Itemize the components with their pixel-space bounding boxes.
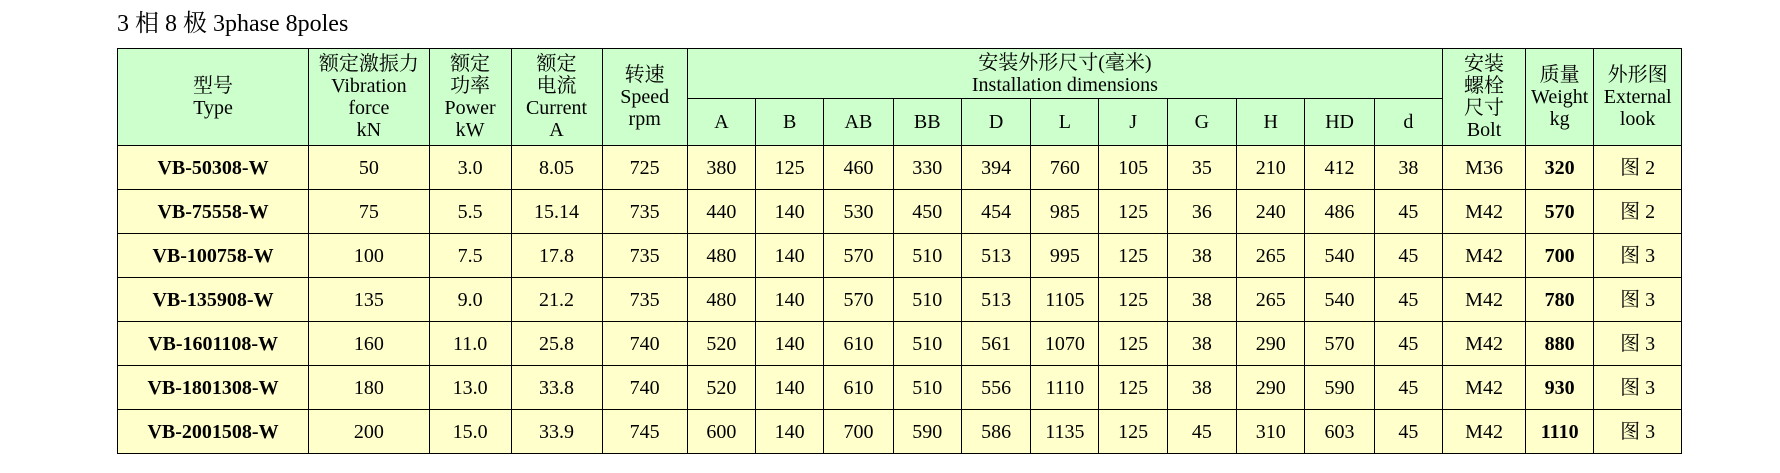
- cell-dim: 240: [1237, 190, 1305, 234]
- cell-model: VB-75558-W: [118, 190, 309, 234]
- cell-dim: 510: [893, 366, 961, 410]
- cell-dim: 140: [756, 366, 824, 410]
- cell-dim: 38: [1167, 278, 1236, 322]
- header-dim-h: H: [1237, 99, 1305, 146]
- cell-look: 图 2: [1594, 146, 1682, 190]
- cell-force: 75: [309, 190, 430, 234]
- cell-dim: 586: [961, 410, 1030, 454]
- cell-bolt: M42: [1443, 234, 1526, 278]
- cell-dim: 600: [687, 410, 755, 454]
- header-power: 额定 功率 Power kW: [429, 49, 511, 146]
- table-title: 3 相 8 极 3phase 8poles: [117, 11, 349, 37]
- cell-current: 8.05: [511, 146, 602, 190]
- cell-dim: 290: [1237, 322, 1305, 366]
- header-look: 外形图 External look: [1594, 49, 1682, 146]
- cell-dim: 394: [961, 146, 1030, 190]
- cell-dim: 45: [1374, 190, 1442, 234]
- cell-dim: 513: [961, 278, 1030, 322]
- cell-speed: 740: [602, 322, 687, 366]
- header-dim-b: B: [756, 99, 824, 146]
- cell-dim: 530: [824, 190, 893, 234]
- cell-dim: 540: [1305, 234, 1374, 278]
- cell-weight: 880: [1526, 322, 1594, 366]
- cell-dim: 125: [1099, 190, 1167, 234]
- table-row: [118, 366, 1682, 410]
- header-dim-bb: BB: [893, 99, 961, 146]
- cell-dim: 210: [1237, 146, 1305, 190]
- cell-dim: 590: [893, 410, 961, 454]
- cell-current: 21.2: [511, 278, 602, 322]
- cell-dim: 140: [756, 278, 824, 322]
- cell-dim: 1105: [1031, 278, 1099, 322]
- header-dim-hd: HD: [1305, 99, 1374, 146]
- cell-dim: 510: [893, 278, 961, 322]
- cell-dim: 480: [687, 278, 755, 322]
- table-body: [118, 49, 1682, 454]
- cell-dim: 510: [893, 322, 961, 366]
- cell-dim: 125: [1099, 366, 1167, 410]
- cell-weight: 700: [1526, 234, 1594, 278]
- cell-dim: 38: [1167, 366, 1236, 410]
- cell-look: 图 3: [1594, 234, 1682, 278]
- cell-weight: 1110: [1526, 410, 1594, 454]
- cell-dim: 45: [1374, 366, 1442, 410]
- cell-bolt: M42: [1443, 190, 1526, 234]
- cell-dim: 556: [961, 366, 1030, 410]
- cell-speed: 735: [602, 234, 687, 278]
- cell-weight: 570: [1526, 190, 1594, 234]
- cell-dim: 140: [756, 410, 824, 454]
- cell-speed: 735: [602, 278, 687, 322]
- cell-dim: 513: [961, 234, 1030, 278]
- cell-dim: 700: [824, 410, 893, 454]
- header-dim-d-lower: d: [1374, 99, 1442, 146]
- cell-power: 7.5: [429, 234, 511, 278]
- header-type: 型号 Type: [118, 49, 309, 146]
- cell-dim: 45: [1374, 410, 1442, 454]
- cell-dim: 995: [1031, 234, 1099, 278]
- cell-dim: 125: [1099, 234, 1167, 278]
- header-weight: 质量 Weight kg: [1526, 49, 1594, 146]
- header-bolt: 安装 螺栓 尺寸 Bolt: [1443, 49, 1526, 146]
- cell-model: VB-50308-W: [118, 146, 309, 190]
- cell-dim: 36: [1167, 190, 1236, 234]
- header-dim-ab: AB: [824, 99, 893, 146]
- cell-dim: 985: [1031, 190, 1099, 234]
- cell-dim: 125: [1099, 322, 1167, 366]
- cell-dim: 480: [687, 234, 755, 278]
- cell-dim: 290: [1237, 366, 1305, 410]
- cell-dim: 412: [1305, 146, 1374, 190]
- header-install: 安装外形尺寸(毫米) Installation dimensions: [687, 49, 1442, 99]
- cell-weight: 930: [1526, 366, 1594, 410]
- cell-dim: 125: [1099, 410, 1167, 454]
- cell-dim: 486: [1305, 190, 1374, 234]
- cell-dim: 460: [824, 146, 893, 190]
- table-row: [118, 278, 1682, 322]
- cell-dim: 440: [687, 190, 755, 234]
- cell-dim: 610: [824, 366, 893, 410]
- header-current: 额定 电流 Current A: [511, 49, 602, 146]
- cell-look: 图 3: [1594, 410, 1682, 454]
- cell-dim: 310: [1237, 410, 1305, 454]
- cell-power: 9.0: [429, 278, 511, 322]
- cell-dim: 45: [1374, 322, 1442, 366]
- cell-dim: 125: [1099, 278, 1167, 322]
- cell-current: 17.8: [511, 234, 602, 278]
- cell-bolt: M36: [1443, 146, 1526, 190]
- header-dim-d-upper: D: [961, 99, 1030, 146]
- cell-dim: 570: [1305, 322, 1374, 366]
- header-row-1: [118, 49, 1682, 99]
- cell-look: 图 2: [1594, 190, 1682, 234]
- cell-dim: 45: [1374, 234, 1442, 278]
- cell-dim: 520: [687, 322, 755, 366]
- cell-dim: 760: [1031, 146, 1099, 190]
- header-dim-j: J: [1099, 99, 1167, 146]
- cell-dim: 570: [824, 234, 893, 278]
- cell-dim: 35: [1167, 146, 1236, 190]
- table-row: [118, 234, 1682, 278]
- spec-table: [117, 48, 1682, 454]
- cell-dim: 1110: [1031, 366, 1099, 410]
- cell-dim: 510: [893, 234, 961, 278]
- cell-weight: 780: [1526, 278, 1594, 322]
- cell-dim: 105: [1099, 146, 1167, 190]
- cell-dim: 454: [961, 190, 1030, 234]
- table-row: [118, 146, 1682, 190]
- cell-dim: 125: [756, 146, 824, 190]
- cell-weight: 320: [1526, 146, 1594, 190]
- cell-force: 160: [309, 322, 430, 366]
- cell-force: 200: [309, 410, 430, 454]
- cell-bolt: M42: [1443, 278, 1526, 322]
- cell-bolt: M42: [1443, 366, 1526, 410]
- table-row: [118, 410, 1682, 454]
- cell-look: 图 3: [1594, 322, 1682, 366]
- cell-look: 图 3: [1594, 278, 1682, 322]
- cell-power: 11.0: [429, 322, 511, 366]
- cell-dim: 140: [756, 190, 824, 234]
- cell-model: VB-135908-W: [118, 278, 309, 322]
- cell-dim: 140: [756, 234, 824, 278]
- cell-speed: 740: [602, 366, 687, 410]
- cell-dim: 38: [1167, 322, 1236, 366]
- cell-force: 180: [309, 366, 430, 410]
- cell-dim: 45: [1374, 278, 1442, 322]
- cell-dim: 38: [1374, 146, 1442, 190]
- cell-dim: 570: [824, 278, 893, 322]
- cell-force: 135: [309, 278, 430, 322]
- cell-current: 33.9: [511, 410, 602, 454]
- cell-dim: 450: [893, 190, 961, 234]
- cell-dim: 603: [1305, 410, 1374, 454]
- cell-power: 15.0: [429, 410, 511, 454]
- cell-power: 13.0: [429, 366, 511, 410]
- cell-model: VB-100758-W: [118, 234, 309, 278]
- cell-dim: 38: [1167, 234, 1236, 278]
- cell-power: 3.0: [429, 146, 511, 190]
- cell-dim: 140: [756, 322, 824, 366]
- cell-bolt: M42: [1443, 410, 1526, 454]
- cell-model: VB-1601108-W: [118, 322, 309, 366]
- cell-dim: 265: [1237, 278, 1305, 322]
- cell-dim: 265: [1237, 234, 1305, 278]
- cell-dim: 330: [893, 146, 961, 190]
- cell-speed: 745: [602, 410, 687, 454]
- header-dim-a: A: [687, 99, 755, 146]
- cell-speed: 725: [602, 146, 687, 190]
- cell-speed: 735: [602, 190, 687, 234]
- cell-dim: 1070: [1031, 322, 1099, 366]
- cell-dim: 610: [824, 322, 893, 366]
- cell-model: VB-1801308-W: [118, 366, 309, 410]
- cell-current: 33.8: [511, 366, 602, 410]
- cell-power: 5.5: [429, 190, 511, 234]
- cell-dim: 561: [961, 322, 1030, 366]
- cell-bolt: M42: [1443, 322, 1526, 366]
- table-row: [118, 322, 1682, 366]
- cell-dim: 590: [1305, 366, 1374, 410]
- cell-dim: 380: [687, 146, 755, 190]
- cell-model: VB-2001508-W: [118, 410, 309, 454]
- cell-dim: 540: [1305, 278, 1374, 322]
- header-speed: 转速 Speed rpm: [602, 49, 687, 146]
- header-dim-l: L: [1031, 99, 1099, 146]
- cell-dim: 1135: [1031, 410, 1099, 454]
- header-dim-g: G: [1167, 99, 1236, 146]
- header-force: 额定激振力 Vibration force kN: [309, 49, 430, 146]
- cell-dim: 45: [1167, 410, 1236, 454]
- cell-force: 50: [309, 146, 430, 190]
- cell-look: 图 3: [1594, 366, 1682, 410]
- cell-current: 25.8: [511, 322, 602, 366]
- cell-dim: 520: [687, 366, 755, 410]
- table-row: [118, 190, 1682, 234]
- cell-force: 100: [309, 234, 430, 278]
- cell-current: 15.14: [511, 190, 602, 234]
